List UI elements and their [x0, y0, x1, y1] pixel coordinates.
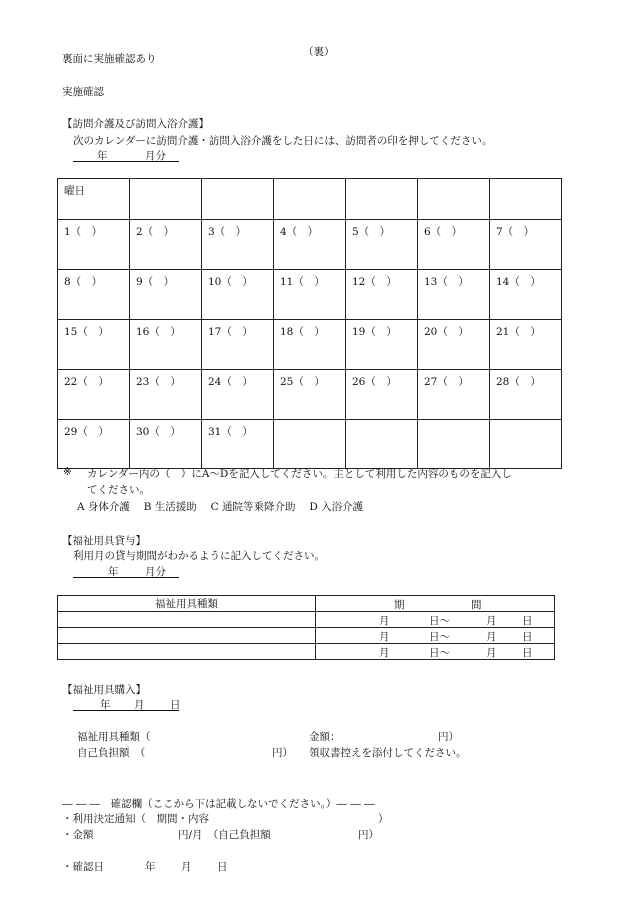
calendar-weekday-cell[interactable] [418, 179, 490, 220]
rental-type-cell[interactable] [58, 644, 316, 660]
day-label: 2（ ） [136, 226, 175, 238]
rental-year-month[interactable] [73, 564, 179, 578]
day-label: 15（ ） [64, 326, 109, 338]
calendar-day-cell[interactable] [346, 420, 418, 469]
calendar-day-cell[interactable] [346, 220, 418, 270]
day-label: 28（ ） [496, 376, 541, 388]
confirm-line2c: 円） [358, 829, 379, 841]
day-label: 18（ ） [280, 326, 325, 338]
rental-type-cell[interactable] [58, 612, 316, 628]
rental-start-month: 月 [379, 647, 390, 659]
day-label: 7（ ） [496, 226, 535, 238]
calendar-day-cell[interactable] [490, 420, 562, 469]
calendar-day-cell[interactable] [418, 220, 490, 270]
rental-end-month: 月 [486, 615, 497, 627]
rental-period-cell[interactable] [316, 612, 555, 628]
rental-end-day: 日 [522, 631, 533, 643]
calendar-day-cell[interactable] [490, 370, 562, 420]
purchase-type-label: 福祉用具種類（ [77, 731, 151, 743]
calendar-day-cell[interactable] [58, 370, 130, 420]
day-label: 9（ ） [136, 276, 175, 288]
day-label: 17（ ） [208, 326, 253, 338]
rental-period-cell[interactable] [316, 644, 555, 660]
day-label: 27（ ） [424, 376, 469, 388]
note-line2: てください。 [87, 484, 150, 496]
day-label: 29（ ） [64, 426, 109, 438]
day-label: 13（ ） [424, 276, 469, 288]
rental-table [57, 595, 555, 660]
purchase-day: 日 [170, 699, 181, 711]
day-label: 21（ ） [496, 326, 541, 338]
confirm-line1b: ） [378, 813, 389, 825]
day-label: 19（ ） [352, 326, 397, 338]
rental-col-type: 福祉用具種類 [58, 596, 316, 612]
day-label: 26（ ） [352, 376, 397, 388]
confirm-heading: ― ― ― 確認欄（ここから下は記載しないでください。）― ― ― [62, 798, 375, 810]
calendar-day-cell[interactable] [418, 420, 490, 469]
day-label: 20（ ） [424, 326, 469, 338]
day-label [418, 420, 489, 424]
rental-start-month: 月 [379, 615, 390, 627]
rental-start-day: 日～ [429, 615, 450, 627]
day-label [490, 420, 561, 424]
note-mark: ※ [63, 466, 72, 478]
purchase-date[interactable] [73, 697, 179, 711]
rental-col-period-a: 期 [394, 599, 405, 611]
purchase-year: 年 [100, 699, 111, 711]
calendar-day-cell[interactable] [346, 320, 418, 370]
calendar-weekday-cell[interactable] [274, 179, 346, 220]
day-label: 16（ ） [136, 326, 181, 338]
day-label: 1（ ） [64, 226, 103, 238]
purchase-amount-yen: 円） [438, 731, 459, 743]
day-label: 25（ ） [280, 376, 325, 388]
page-title: 実施確認 [62, 86, 104, 98]
calendar-day-cell[interactable] [202, 420, 274, 469]
day-label: 30（ ） [136, 426, 181, 438]
calendar-day-cell[interactable] [130, 270, 202, 320]
purchase-month: 月 [134, 699, 145, 711]
back-note: 裏面に実施確認あり [62, 53, 157, 65]
weekday-label: 曜日 [64, 185, 85, 197]
day-label: 22（ ） [64, 376, 109, 388]
calendar-day-cell[interactable] [202, 370, 274, 420]
rental-end-month: 月 [486, 647, 497, 659]
confirm-month: 月 [181, 861, 192, 873]
rental-end-month: 月 [486, 631, 497, 643]
note-line1: カレンダー内の（ ）にA～Dを記入してください。主として利用した内容のものを記入し [87, 468, 512, 480]
calendar-weekday-row [58, 179, 562, 220]
calendar-day-cell[interactable] [490, 220, 562, 270]
rental-row[interactable] [58, 612, 555, 628]
calendar-day-cell[interactable] [202, 320, 274, 370]
confirm-line2b: 円/月 （自己負担額 [178, 829, 271, 841]
day-label: 6（ ） [424, 226, 463, 238]
visit-calendar [57, 178, 562, 469]
calendar-day-cell[interactable] [202, 270, 274, 320]
calendar-day-cell[interactable] [418, 370, 490, 420]
page-side: （裏） [303, 46, 335, 58]
day-label: 12（ ） [352, 276, 397, 288]
service-types: A 身体介護 B 生活援助 C 通院等乗降介助 D 入浴介護 [77, 501, 364, 513]
purchase-self-yen: 円） [272, 747, 293, 759]
calendar-day-cell[interactable] [130, 220, 202, 270]
visit-month: 月分 [145, 150, 166, 162]
calendar-week-row [58, 220, 562, 270]
calendar-week-row [58, 270, 562, 320]
calendar-day-cell[interactable] [274, 220, 346, 270]
confirm-line1a: ・利用決定通知（ 期間・内容 [62, 813, 209, 825]
calendar-weekday-cell[interactable] [58, 179, 130, 220]
calendar-day-cell[interactable] [274, 270, 346, 320]
rental-year: 年 [108, 566, 119, 578]
calendar-day-cell[interactable] [490, 320, 562, 370]
rental-start-day: 日～ [429, 631, 450, 643]
calendar-day-cell[interactable] [130, 320, 202, 370]
day-label: 5（ ） [352, 226, 391, 238]
calendar-weekday-cell[interactable] [202, 179, 274, 220]
calendar-day-cell[interactable] [58, 270, 130, 320]
rental-instruction: 利用月の貸与期間がわかるように記入してください。 [73, 550, 325, 562]
visit-year-month[interactable] [73, 148, 179, 162]
calendar-week-row [58, 370, 562, 420]
confirm-day: 日 [217, 861, 228, 873]
day-label [274, 420, 345, 424]
calendar-day-cell[interactable] [346, 270, 418, 320]
day-label: 11（ ） [280, 276, 325, 288]
visit-year: 年 [97, 150, 108, 162]
rental-end-day: 日 [522, 647, 533, 659]
calendar-weekday-cell[interactable] [490, 179, 562, 220]
calendar-day-cell[interactable] [418, 320, 490, 370]
purchase-heading: 【福祉用具購入】 [62, 684, 146, 696]
day-label: 4（ ） [280, 226, 319, 238]
confirm-line2a: ・金額 [62, 829, 94, 841]
day-label: 10（ ） [208, 276, 253, 288]
calendar-day-cell[interactable] [130, 420, 202, 469]
purchase-self-label: 自己負担額 （ [77, 747, 146, 759]
day-label: 31（ ） [208, 426, 253, 438]
calendar-week-row [58, 420, 562, 469]
calendar-day-cell[interactable] [274, 420, 346, 469]
calendar-day-cell[interactable] [274, 320, 346, 370]
rental-month: 月分 [145, 566, 166, 578]
rental-col-period-b: 間 [471, 599, 482, 611]
day-label: 23（ ） [136, 376, 181, 388]
rental-heading: 【福祉用具貸与】 [62, 535, 146, 547]
rental-start-day: 日～ [429, 647, 450, 659]
calendar-day-cell[interactable] [58, 320, 130, 370]
calendar-weekday-cell[interactable] [346, 179, 418, 220]
day-label: 24（ ） [208, 376, 253, 388]
purchase-receipt-note: 領収書控えを添付してください。 [309, 747, 467, 759]
calendar-day-cell[interactable] [346, 370, 418, 420]
calendar-day-cell[interactable] [418, 270, 490, 320]
calendar-day-cell[interactable] [58, 420, 130, 469]
day-label [346, 420, 417, 424]
rental-row[interactable] [58, 644, 555, 660]
rental-end-day: 日 [522, 615, 533, 627]
day-label: 8（ ） [64, 276, 103, 288]
rental-period-cell[interactable] [316, 628, 555, 644]
calendar-day-cell[interactable] [202, 220, 274, 270]
calendar-day-cell[interactable] [130, 370, 202, 420]
confirm-year: 年 [145, 861, 156, 873]
calendar-day-cell[interactable] [58, 220, 130, 270]
day-label: 14（ ） [496, 276, 541, 288]
confirm-line3a: ・確認日 [62, 861, 104, 873]
rental-type-cell[interactable] [58, 628, 316, 644]
calendar-week-row [58, 320, 562, 370]
visit-heading: 【訪問介護及び訪問入浴介護】 [62, 118, 209, 130]
calendar-day-cell[interactable] [274, 370, 346, 420]
rental-row[interactable] [58, 628, 555, 644]
calendar-weekday-cell[interactable] [130, 179, 202, 220]
calendar-day-cell[interactable] [490, 270, 562, 320]
day-label: 3（ ） [208, 226, 247, 238]
rental-col-period [316, 596, 555, 612]
rental-start-month: 月 [379, 631, 390, 643]
purchase-amount-label: 金額： [309, 731, 341, 743]
visit-instruction: 次のカレンダーに訪問介護・訪問入浴介護をした日には、訪問者の印を押してください。 [73, 135, 493, 147]
